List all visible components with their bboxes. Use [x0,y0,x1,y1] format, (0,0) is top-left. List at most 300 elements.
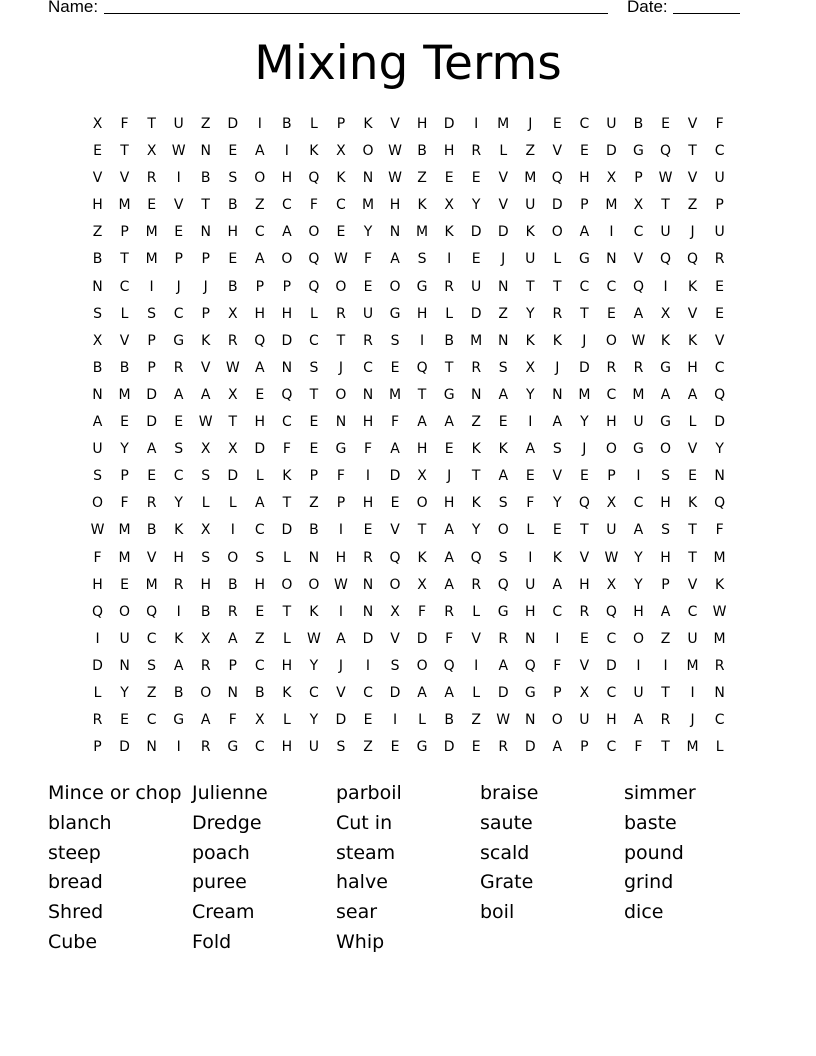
grid-letter: E [498,414,508,431]
grid-letter: C [606,684,617,701]
grid-letter: S [390,657,400,674]
grid-letter: Y [471,197,481,214]
grid-letter: B [92,359,103,376]
grid-letter: P [174,251,183,268]
grid-letter: N [389,224,401,241]
grid-letter: V [687,116,698,132]
grid-letter: K [498,441,508,458]
grid-letter: D [497,224,509,241]
grid-letter: Q [308,251,320,268]
grid-letter: Y [553,495,562,512]
grid-letter: F [120,116,129,132]
grid-letter: T [444,359,454,376]
grid-letter: E [363,278,373,295]
grid-letter: P [553,684,562,701]
grid-letter: B [227,278,238,295]
grid-letter: Y [174,495,183,512]
grid-letter: L [282,549,291,566]
grid-letter: E [471,251,481,268]
grid-letter: V [498,170,509,187]
grid-letter: S [390,332,400,349]
grid-letter: H [281,657,293,674]
grid-row [84,248,733,275]
grid-letter: G [524,684,536,701]
grid-letter: T [688,549,697,566]
grid-letter: J [690,712,695,729]
grid-letter: V [336,684,346,701]
word-list-item: pound [624,841,684,864]
grid-letter: T [309,386,319,403]
grid-letter: R [363,332,373,349]
grid-letter: H [687,359,698,376]
grid-row [84,736,733,763]
grid-letter: X [146,143,157,160]
grid-letter: U [633,684,644,701]
grid-letter: Q [92,603,104,620]
grid-letter: O [254,170,266,187]
grid-letter: G [173,332,185,349]
grid-letter: P [93,739,102,756]
grid-letter: I [474,657,479,674]
grid-letter: M [713,549,726,566]
grid-letter: D [416,630,428,647]
grid-letter: L [309,305,318,322]
grid-letter: O [335,386,347,403]
grid-letter: Q [578,495,590,512]
grid-letter: K [363,116,373,132]
grid-letter: Y [363,224,373,241]
grid-letter: N [552,386,563,403]
grid-letter: J [447,468,452,485]
word-list-item: Whip [336,930,385,953]
grid-letter: H [362,414,374,431]
grid-letter: X [390,603,400,620]
grid-letter: W [306,630,321,647]
grid-letter: P [228,657,237,674]
grid-letter: L [255,468,264,485]
grid-letter: G [633,143,644,160]
grid-letter: Q [714,495,726,512]
grid-letter: B [282,116,292,132]
grid-letter: A [255,359,265,376]
word-list-item: Dredge [192,811,262,834]
grid-letter: O [335,278,347,295]
grid-letter: G [578,251,590,268]
grid-row [84,140,733,167]
grid-letter: C [552,603,563,620]
grid-letter: R [633,359,644,376]
grid-letter: Z [92,224,103,241]
grid-letter: E [525,468,535,485]
grid-letter: V [687,576,698,593]
grid-letter: Y [580,414,589,431]
grid-letter: M [713,630,726,647]
grid-letter: Q [524,657,536,674]
grid-letter: F [120,495,129,512]
grid-letter: A [444,522,454,539]
grid-letter: M [145,251,158,268]
grid-letter: J [555,359,560,376]
grid-letter: U [173,116,184,132]
grid-letter: A [444,684,454,701]
grid-letter: W [388,143,402,160]
grid-letter: K [525,224,535,241]
grid-letter: C [281,414,292,431]
grid-letter: H [200,576,211,593]
grid-letter: R [606,359,617,376]
grid-letter: O [362,143,374,160]
grid-letter: C [336,197,346,214]
grid-letter: Z [471,414,481,431]
grid-letter: L [472,603,481,620]
word-list-item: grind [624,871,674,894]
grid-letter: O [92,495,104,512]
grid-letter: Y [715,441,724,458]
grid-letter: A [282,224,292,241]
grid-letter: R [444,603,454,620]
grid-letter: D [606,657,617,674]
grid-letter: Q [308,278,320,295]
grid-letter: O [281,251,293,268]
grid-letter: H [92,197,103,214]
grid-letter: Q [146,603,158,620]
grid-letter: O [605,332,617,349]
grid-letter: C [363,359,373,376]
grid-letter: H [92,576,103,593]
word-list-item: sear [336,901,378,924]
grid-letter: K [687,278,698,295]
grid-letter: M [470,332,483,349]
grid-letter: F [336,468,345,485]
grid-letter: X [606,576,617,593]
grid-row [84,547,733,574]
grid-letter: T [661,684,670,701]
grid-letter: H [579,170,590,187]
grid-letter: C [714,359,725,376]
word-list-item: Fold [192,930,232,953]
grid-letter: V [552,143,563,160]
grid-letter: N [335,414,347,431]
grid-letter: E [579,143,589,160]
grid-letter: I [474,116,479,132]
grid-letter: I [528,549,533,566]
grid-letter: L [526,522,535,539]
grid-letter: X [579,684,590,701]
grid-letter: U [525,197,536,214]
grid-letter: D [524,739,536,756]
grid-letter: D [281,522,293,539]
grid-letter: T [580,522,589,539]
grid-letter: W [604,549,619,566]
grid-letter: A [660,603,671,620]
grid-letter: R [471,143,482,160]
grid-letter: M [145,224,158,241]
grid-letter: N [308,549,320,566]
grid-letter: E [363,712,373,729]
grid-letter: C [254,739,265,756]
grid-letter: X [92,332,103,349]
grid-letter: D [227,116,239,132]
grid-row [84,113,733,140]
grid-letter: G [660,359,671,376]
grid-letter: S [309,359,319,376]
grid-letter: N [146,739,157,756]
grid-letter: S [201,549,211,566]
grid-letter: Q [632,278,644,295]
grid-letter: K [687,332,698,349]
grid-letter: B [309,522,319,539]
grid-letter: V [146,549,157,566]
grid-letter: T [580,305,589,322]
grid-letter: Q [551,170,563,187]
grid-letter: S [93,305,102,322]
grid-letter: X [525,359,536,376]
grid-letter: L [201,495,210,512]
grid-letter: I [176,603,181,620]
grid-letter: V [687,305,698,322]
grid-letter: S [147,305,157,322]
grid-letter: C [254,522,265,539]
grid-letter: F [445,630,454,647]
grid-letter: A [444,414,454,431]
grid-letter: S [498,549,508,566]
grid-letter: I [176,739,181,756]
grid-letter: P [336,116,346,132]
grid-letter: H [633,603,644,620]
grid-letter: H [335,549,347,566]
grid-letter: K [715,576,725,593]
grid-letter: O [632,630,644,647]
grid-letter: K [309,143,319,160]
grid-letter: Z [363,739,373,756]
grid-letter: X [227,441,238,458]
grid-letter: X [336,143,346,160]
grid-letter: G [389,305,401,322]
grid-letter: M [145,576,158,593]
grid-row [84,492,733,519]
grid-letter: C [254,224,265,241]
date-label: Date: [627,0,668,16]
grid-letter: H [660,495,671,512]
grid-letter: P [147,359,156,376]
grid-letter: T [282,603,292,620]
grid-letter: C [173,468,184,485]
grid-letter: V [200,359,211,376]
grid-letter: L [688,414,697,431]
grid-letter: N [362,603,374,620]
grid-letter: A [633,712,644,729]
grid-letter: P [336,495,346,512]
grid-row [84,384,733,411]
grid-letter: A [552,739,563,756]
grid-letter: T [228,414,238,431]
grid-letter: I [392,712,398,729]
grid-row [84,221,733,248]
grid-letter: C [606,386,617,403]
grid-letter: I [690,684,695,701]
grid-letter: N [362,170,374,187]
grid-letter: I [636,468,641,485]
grid-letter: X [227,386,238,403]
grid-letter: L [282,712,291,729]
grid-letter: O [551,224,563,241]
grid-letter: O [659,441,672,458]
grid-letter: R [444,278,454,295]
grid-letter: A [92,414,103,431]
grid-letter: K [552,332,562,349]
word-list-item: Mince or chop [48,782,182,804]
grid-letter: C [579,116,590,132]
grid-letter: D [470,305,482,322]
grid-letter: H [443,495,455,512]
word-list-item: Julienne [192,782,268,804]
grid-letter: D [119,739,130,756]
grid-letter: U [687,630,698,647]
grid-letter: L [445,305,454,322]
grid-letter: A [173,657,184,674]
grid-letter: E [471,170,481,187]
grid-letter: H [416,116,428,132]
grid-letter: K [660,332,671,349]
grid-letter: L [715,739,724,756]
grid-letter: H [254,576,266,593]
grid-letter: B [200,603,211,620]
grid-letter: K [201,332,211,349]
grid-letter: B [146,522,157,539]
grid-letter: V [498,197,509,214]
grid-letter: A [200,712,211,729]
grid-letter: H [281,739,293,756]
grid-letter: O [200,684,212,701]
grid-letter: K [282,684,292,701]
grid-letter: V [173,197,184,214]
grid-letter: E [363,522,373,539]
grid-letter: Z [200,116,211,132]
grid-letter: W [198,414,213,431]
grid-letter: I [257,116,262,132]
grid-letter: U [362,305,374,322]
grid-letter: E [552,522,562,539]
grid-letter: A [417,684,427,701]
grid-letter: A [417,414,427,431]
grid-letter: F [418,603,427,620]
grid-letter: S [201,468,211,485]
grid-letter: N [92,278,103,295]
grid-letter: M [416,224,429,241]
grid-letter: A [255,251,265,268]
grid-letter: I [284,143,289,160]
word-list-item: baste [624,811,677,834]
grid-letter: X [200,441,211,458]
grid-letter: W [658,170,673,187]
grid-letter: E [147,197,157,214]
grid-letter: A [255,143,265,160]
grid-letter: L [418,712,426,729]
grid-letter: B [444,332,454,349]
grid-letter: L [93,684,102,701]
grid-letter: P [580,197,589,214]
grid-letter: I [338,603,344,620]
grid-row [84,438,733,465]
grid-letter: C [173,305,184,322]
grid-letter: D [578,359,590,376]
grid-letter: W [225,359,240,376]
grid-letter: Z [255,197,265,214]
grid-letter: N [606,251,617,268]
grid-letter: C [714,143,725,160]
letter-grid [84,113,733,763]
grid-letter: T [661,197,670,214]
grid-letter: H [173,549,184,566]
grid-letter: R [173,359,184,376]
grid-letter: R [471,576,482,593]
grid-letter: L [499,143,508,160]
grid-letter: Y [120,441,129,458]
grid-letter: U [660,224,671,241]
word-list-item: Shred [48,901,104,924]
grid-letter: E [336,224,346,241]
grid-letter: C [606,739,617,756]
grid-letter: Z [498,305,509,322]
grid-letter: R [92,712,103,729]
grid-letter: R [200,657,211,674]
grid-letter: A [633,305,644,322]
grid-letter: K [687,495,698,512]
grid-letter: X [606,170,617,187]
grid-letter: I [338,522,344,539]
grid-letter: R [200,739,211,756]
grid-letter: D [443,116,455,132]
grid-letter: Q [470,549,482,566]
grid-letter: X [200,522,211,539]
grid-letter: F [363,441,373,458]
grid-letter: X [200,630,211,647]
grid-letter: U [525,576,536,593]
grid-letter: F [634,739,643,756]
grid-letter: A [552,576,563,593]
grid-letter: R [498,630,509,647]
grid-letter: F [715,116,724,132]
grid-letter: A [633,522,644,539]
grid-letter: D [470,224,482,241]
grid-letter: Z [255,630,265,647]
grid-letter: D [146,386,157,403]
grid-letter: Y [525,305,535,322]
grid-letter: S [147,657,157,674]
grid-letter: T [661,739,670,756]
grid-row [84,628,733,655]
grid-letter: C [714,712,725,729]
grid-letter: M [578,386,591,403]
grid-letter: E [715,305,725,322]
grid-letter: N [362,386,374,403]
grid-letter: C [633,224,644,241]
grid-letter: X [606,495,617,512]
grid-letter: R [146,170,157,187]
grid-letter: B [92,251,103,268]
word-list-item: dice [624,901,664,924]
grid-letter: X [660,305,671,322]
grid-row [84,465,733,492]
grid-letter: S [498,495,508,512]
grid-letter: Q [605,603,617,620]
grid-letter: D [443,739,455,756]
grid-letter: N [200,143,211,160]
grid-letter: V [633,251,644,268]
grid-letter: T [553,278,562,295]
grid-letter: P [120,224,129,241]
grid-letter: U [606,522,617,539]
